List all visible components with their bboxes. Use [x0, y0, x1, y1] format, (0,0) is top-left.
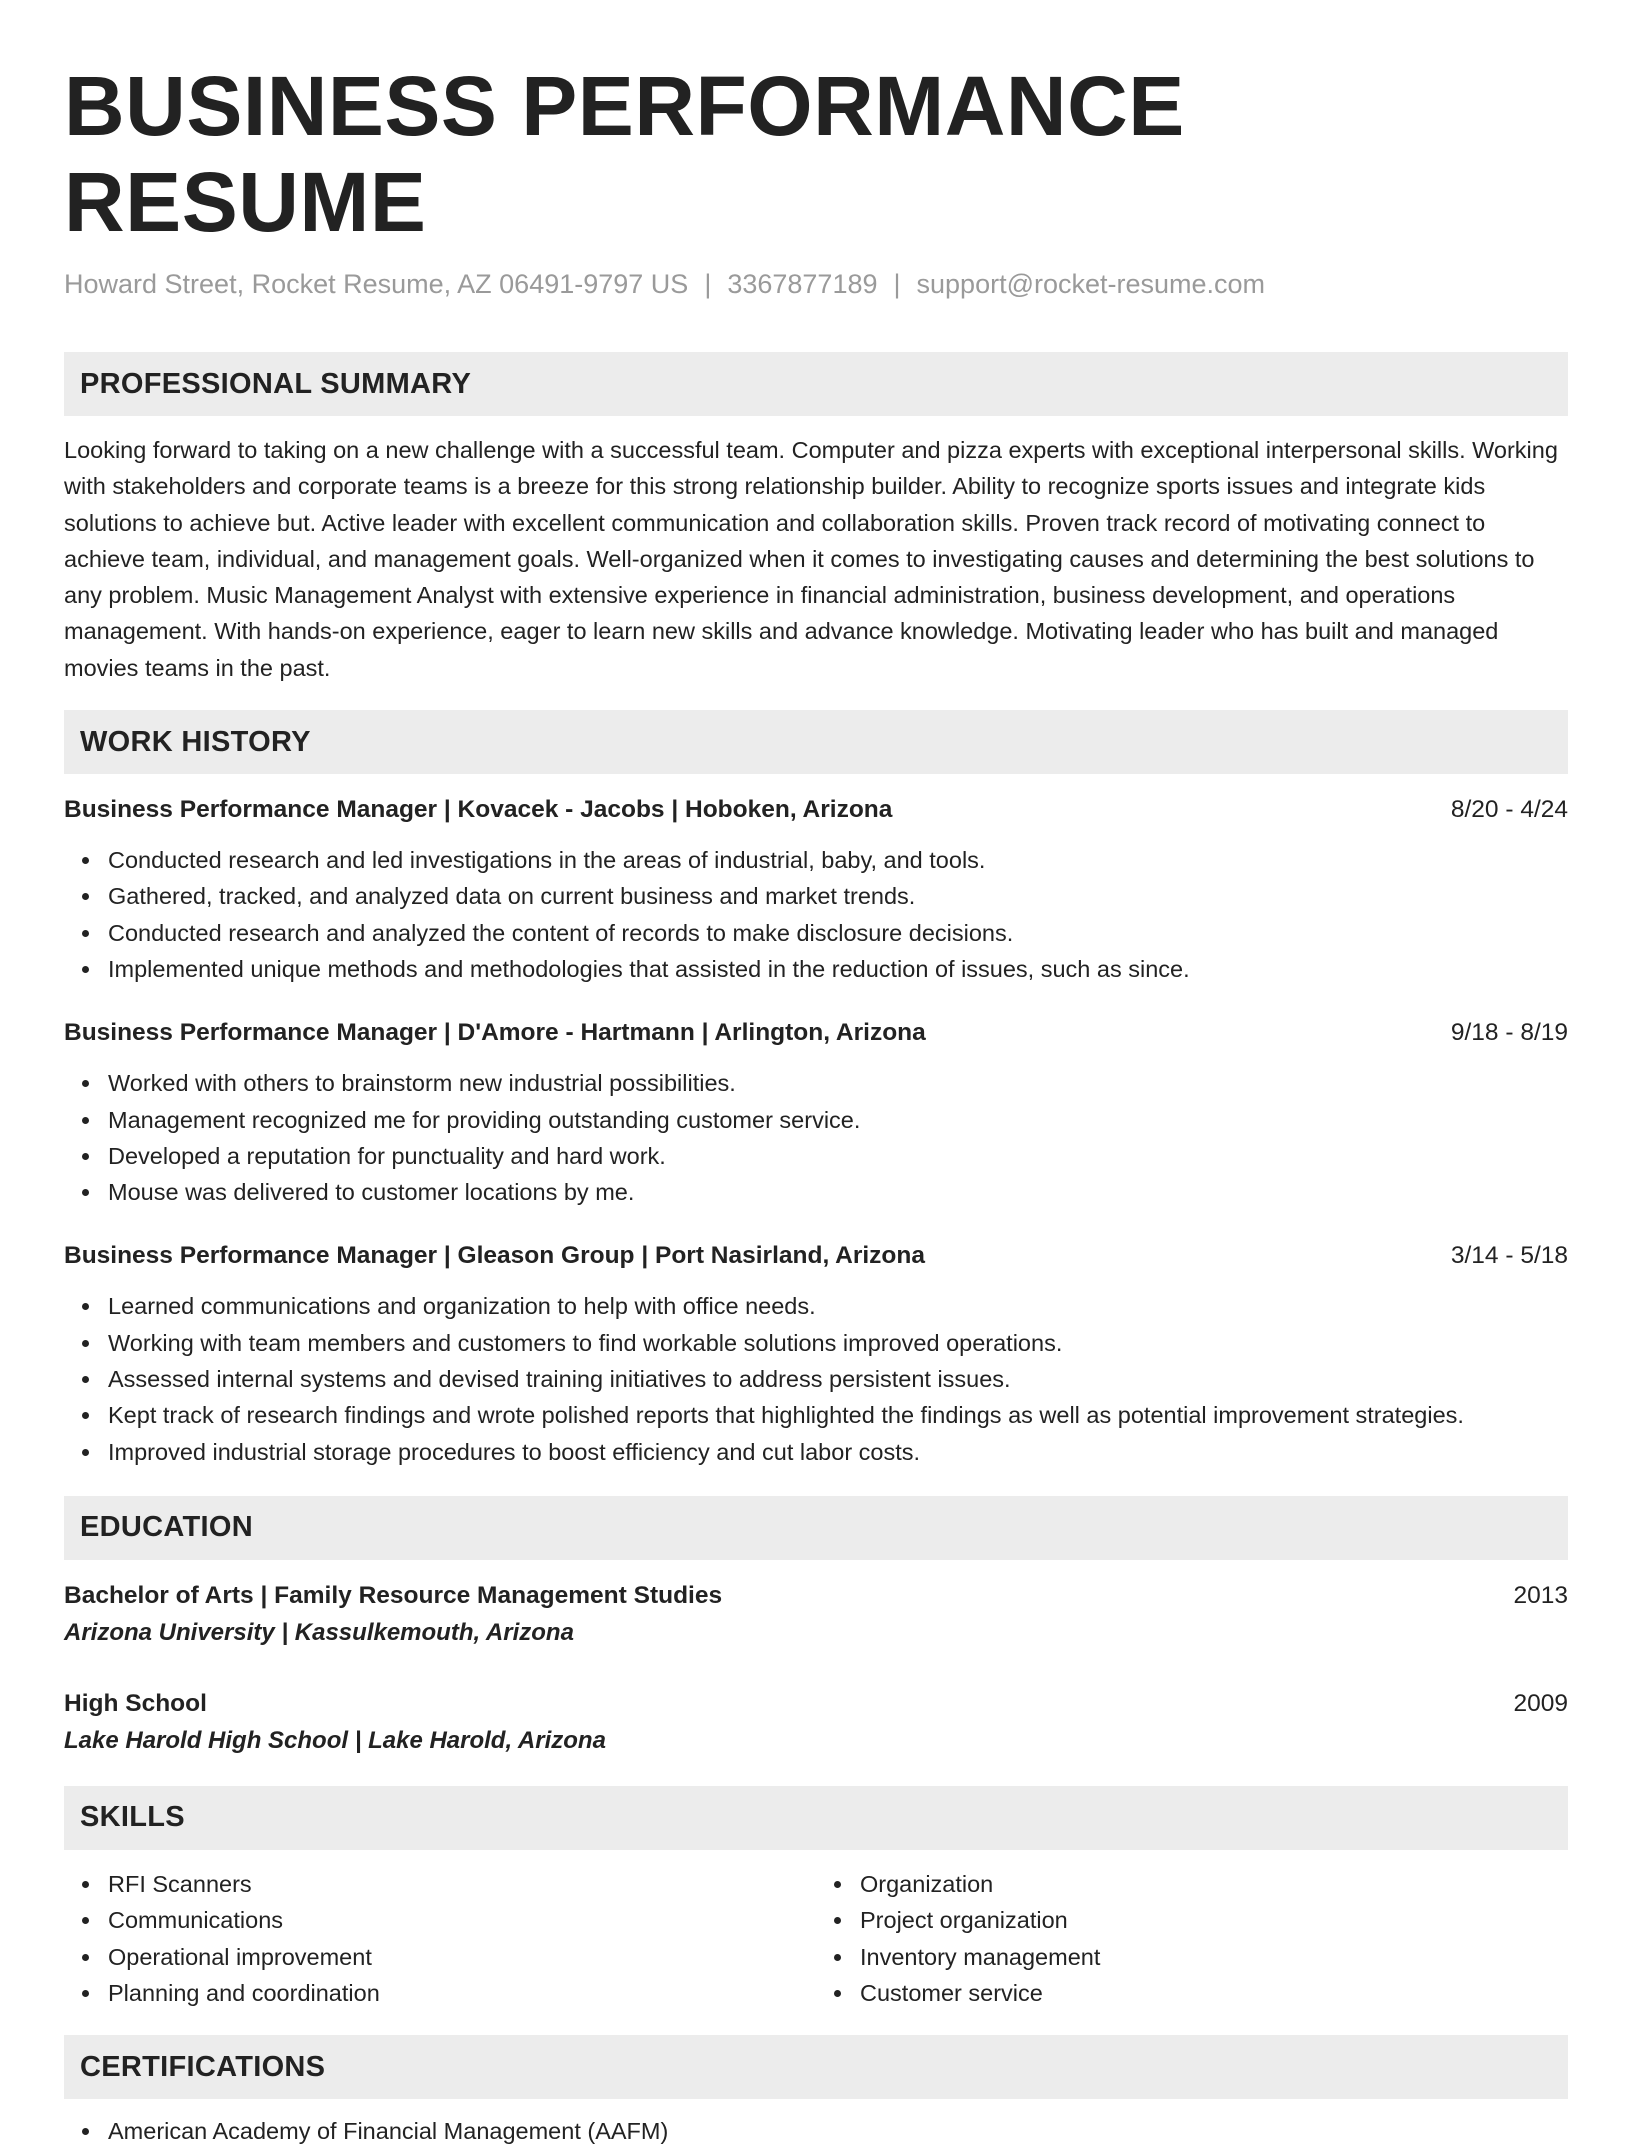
job-bullets [64, 1288, 1568, 1469]
job-title: Business Performance Manager | Gleason Group | Port Nasirland, Arizona [64, 1242, 925, 1270]
education-degree: Bachelor of Arts | Family Resource Management Studies [64, 1581, 723, 1609]
education-entry [64, 1686, 1568, 1760]
education-year: 2009 [1513, 1689, 1568, 1717]
job-entry [64, 792, 1568, 987]
contact-separator: | [704, 269, 712, 299]
list-item: Communications [64, 1902, 816, 1938]
list-item: Learned communications and organization to help with office needs. [64, 1288, 1568, 1324]
job-bullets [64, 1065, 1568, 1210]
list-item: American Academy of Financial Management (AAFM) [64, 2113, 1568, 2149]
certifications-list [64, 2113, 1568, 2149]
education-degree: High School [64, 1689, 207, 1717]
list-item: Conducted research and analyzed the content of records to make disclosure decisions. [64, 915, 1568, 951]
section-header-certifications: CERTIFICATIONS [64, 2035, 1568, 2099]
job-heading-row [64, 792, 1568, 828]
contact-separator: | [893, 269, 901, 299]
job-bullets [64, 842, 1568, 987]
list-item: Conducted research and led investigations in the areas of industrial, baby, and tools. [64, 842, 1568, 878]
list-item: Assessed internal systems and devised training initiatives to address persistent issues. [64, 1361, 1568, 1397]
contact-phone: 3367877189 [727, 269, 878, 299]
job-dates: 3/14 - 5/18 [1450, 1242, 1568, 1270]
job-entry [64, 1015, 1568, 1210]
list-item: Operational improvement [64, 1939, 816, 1975]
education-entry [64, 1578, 1568, 1652]
job-entry [64, 1238, 1568, 1469]
section-header-summary: PROFESSIONAL SUMMARY [64, 352, 1568, 416]
skills-grid [64, 1866, 1568, 2011]
list-item: Management recognized me for providing outstanding customer service. [64, 1102, 1568, 1138]
skills-column-left [64, 1866, 816, 2011]
education-school: Lake Harold High School | Lake Harold, Arizona [64, 1726, 606, 1754]
education-heading-row [64, 1578, 1568, 1614]
list-item: Mouse was delivered to customer locations by me. [64, 1174, 1568, 1210]
list-item: Developed a reputation for punctuality and hard work. [64, 1138, 1568, 1174]
summary-text: Looking forward to taking on a new challenge with a successful team. Computer and pizza experts with exceptional interpersonal skills. Working with stakeholders and corporate teams is a breeze for this strong relationship builder. Ability to recognize sports issues and integrate kids solutions to achieve but. Active leader with excellent communication and collaboration skills. Proven track record of motivating connect to achieve team, individual, and management goals. Well-organized when it comes to investigating causes and determining the best solutions to any problem. Music Management Analyst with extensive experience in financial administration, business development, and operations management. With hands-on experience, eager to learn new skills and advance knowledge. Motivating leader who has built and managed movies teams in the past. [64, 437, 1558, 681]
skills-list [64, 1866, 816, 2011]
section-header-work-history: WORK HISTORY [64, 710, 1568, 774]
list-item: Customer service [816, 1975, 1568, 2011]
list-item: Inventory management [816, 1939, 1568, 1975]
list-item: Working with team members and customers to find workable solutions improved operations. [64, 1325, 1568, 1361]
job-heading-row [64, 1238, 1568, 1274]
list-item: Worked with others to brainstorm new industrial possibilities. [64, 1065, 1568, 1101]
job-title: Business Performance Manager | D'Amore - Hartmann | Arlington, Arizona [64, 1019, 926, 1047]
job-title: Business Performance Manager | Kovacek - Jacobs | Hoboken, Arizona [64, 796, 893, 824]
section-header-education: EDUCATION [64, 1496, 1568, 1560]
list-item: Planning and coordination [64, 1975, 816, 2011]
job-dates: 9/18 - 8/19 [1450, 1019, 1568, 1047]
resume-title: BUSINESS PERFORMANCE RESUME [64, 59, 1185, 249]
job-dates: 8/20 - 4/24 [1450, 796, 1568, 824]
education-school: Arizona University | Kassulkemouth, Arizona [64, 1618, 574, 1646]
contact-email: support@rocket-resume.com [916, 269, 1266, 299]
section-header-skills: SKILLS [64, 1786, 1568, 1850]
education-year: 2013 [1513, 1581, 1568, 1609]
education-heading-row [64, 1686, 1568, 1722]
list-item: Implemented unique methods and methodologies that assisted in the reduction of issues, such as since. [64, 951, 1568, 987]
list-item: Project organization [816, 1902, 1568, 1938]
list-item: Kept track of research findings and wrote polished reports that highlighted the findings as well as potential improvement strategies. [64, 1397, 1568, 1433]
list-item: Organization [816, 1866, 1568, 1902]
contact-line [64, 266, 1568, 302]
list-item: Gathered, tracked, and analyzed data on current business and market trends. [64, 878, 1568, 914]
skills-list [816, 1866, 1568, 2011]
list-item: Improved industrial storage procedures to boost efficiency and cut labor costs. [64, 1434, 1568, 1470]
job-heading-row [64, 1015, 1568, 1051]
list-item: RFI Scanners [64, 1866, 816, 1902]
contact-address: Howard Street, Rocket Resume, AZ 06491-9797 US [64, 269, 689, 299]
skills-column-right [816, 1866, 1568, 2011]
